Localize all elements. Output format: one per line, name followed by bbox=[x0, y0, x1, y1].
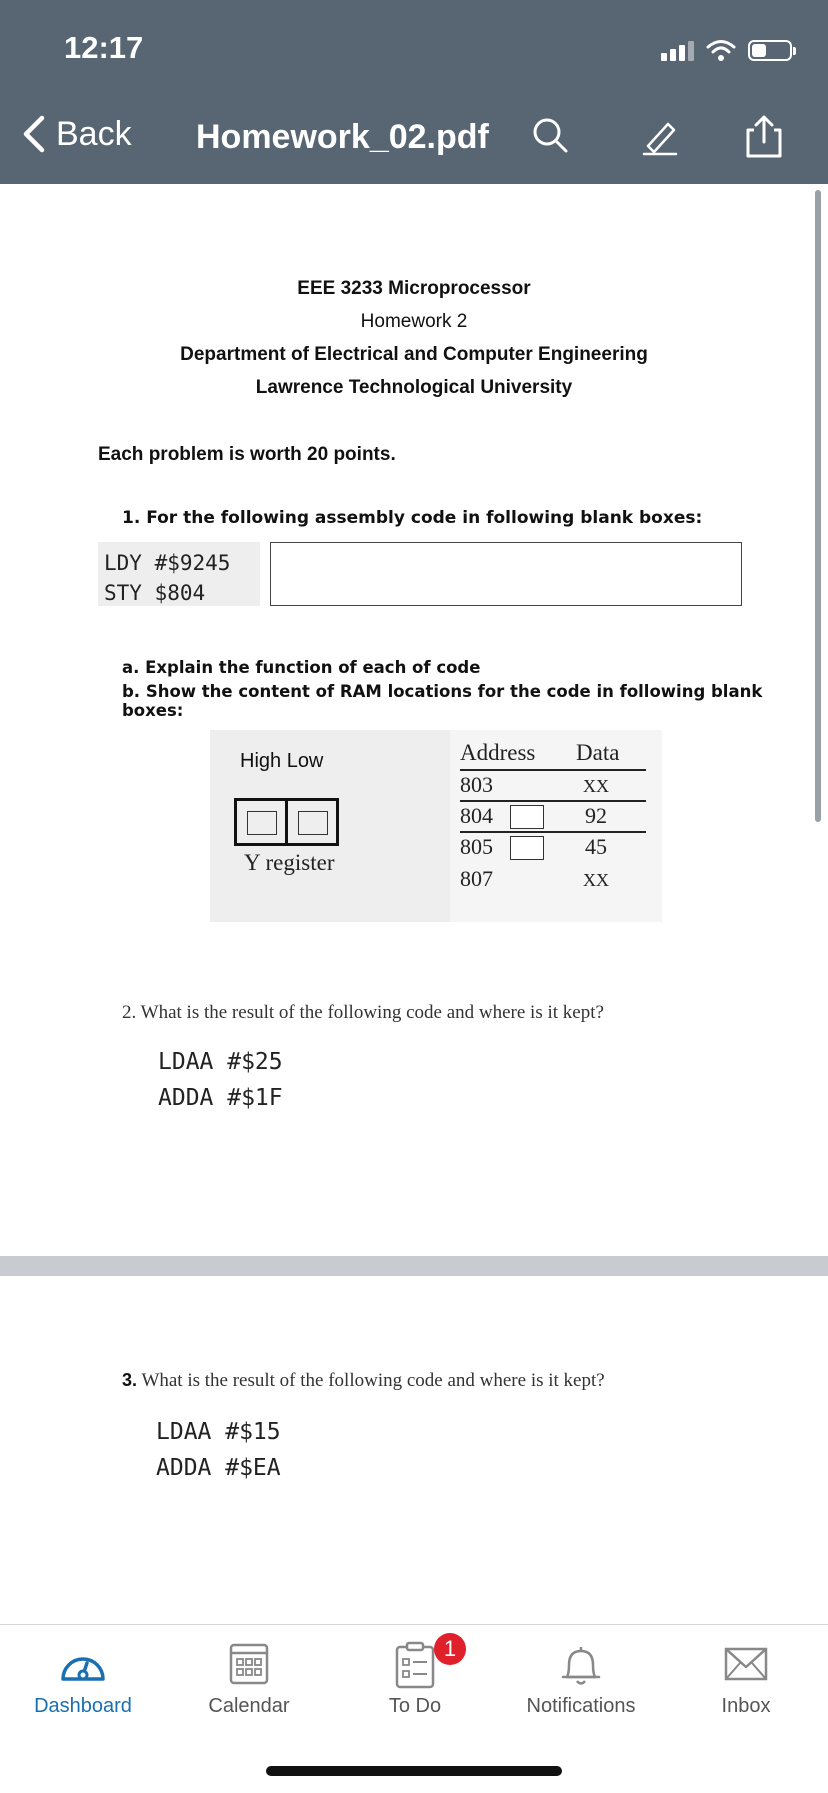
todo-icon bbox=[393, 1641, 437, 1689]
tab-label: Inbox bbox=[721, 1695, 771, 1717]
calendar-icon bbox=[229, 1641, 269, 1685]
memory-row bbox=[460, 864, 646, 894]
battery-icon bbox=[748, 40, 792, 61]
document-title: Homework_02.pdf bbox=[196, 118, 489, 156]
status-icons bbox=[661, 36, 792, 64]
question-1a: a. Explain the function of each of code bbox=[122, 658, 481, 677]
tab-label: Dashboard bbox=[34, 1695, 132, 1717]
department-name: Department of Electrical and Computer Engineering bbox=[180, 344, 648, 365]
dashboard-icon bbox=[57, 1641, 109, 1685]
memory-row bbox=[460, 832, 646, 862]
code-line: LDY #$9245 bbox=[104, 551, 231, 575]
memory-address: 803 bbox=[460, 772, 493, 797]
pdf-page-2 bbox=[0, 1276, 828, 1624]
memory-blank-cell bbox=[510, 836, 544, 860]
code-line: STY $804 bbox=[104, 581, 206, 605]
code-line: LDAA #$25 bbox=[158, 1049, 283, 1075]
memory-data: 92 bbox=[585, 803, 607, 828]
todo-badge: 1 bbox=[434, 1633, 466, 1665]
bell-icon bbox=[557, 1641, 605, 1689]
memory-data: XX bbox=[583, 870, 609, 890]
pdf-page-1 bbox=[0, 184, 828, 1256]
memory-table bbox=[450, 730, 662, 922]
page-divider bbox=[0, 1256, 828, 1276]
y-register-label: Y register bbox=[244, 850, 335, 875]
tab-dashboard[interactable] bbox=[0, 1625, 166, 1745]
question-3-code bbox=[156, 1414, 281, 1486]
search-icon[interactable] bbox=[528, 114, 572, 158]
memory-data: XX bbox=[583, 776, 609, 796]
home-indicator bbox=[266, 1766, 562, 1776]
high-low-label: High Low bbox=[240, 750, 324, 772]
question-2-code bbox=[158, 1044, 283, 1116]
tab-inbox[interactable] bbox=[664, 1625, 828, 1745]
answer-blank-box bbox=[270, 542, 742, 606]
tab-label: Notifications bbox=[526, 1695, 636, 1717]
question-1-prompt: 1. For the following assembly code in following blank boxes: bbox=[122, 508, 703, 528]
tab-label: To Do bbox=[388, 1695, 442, 1717]
university-name: Lawrence Technological University bbox=[255, 377, 573, 398]
tab-notifications[interactable] bbox=[498, 1625, 664, 1745]
inbox-icon bbox=[722, 1641, 770, 1685]
question-3-number: 3. bbox=[122, 1370, 138, 1390]
points-note: Each problem is worth 20 points. bbox=[98, 444, 396, 465]
back-label: Back bbox=[56, 114, 132, 153]
status-time: 12:17 bbox=[64, 30, 144, 65]
memory-row bbox=[460, 801, 646, 831]
question-1b: b. Show the content of RAM locations for the code in following blank boxes: bbox=[122, 682, 763, 720]
register-high-box bbox=[234, 798, 288, 846]
question-2-prompt: 2. What is the result of the following code and where is it kept? bbox=[122, 1002, 604, 1023]
register-low-box bbox=[285, 798, 339, 846]
homework-title: Homework 2 bbox=[360, 311, 468, 332]
question-3-text: What is the result of the following code and where is it kept? bbox=[141, 1370, 605, 1391]
memory-address: 804 bbox=[460, 803, 493, 828]
back-button[interactable] bbox=[22, 114, 132, 154]
memory-data: 45 bbox=[585, 834, 607, 859]
chevron-left-icon bbox=[22, 114, 46, 154]
top-bar bbox=[0, 0, 828, 184]
share-icon[interactable] bbox=[742, 114, 786, 158]
code-line: ADDA #$1F bbox=[158, 1085, 283, 1111]
tab-label: Calendar bbox=[208, 1695, 290, 1717]
code-line: ADDA #$EA bbox=[156, 1455, 281, 1481]
data-header: Data bbox=[576, 740, 620, 765]
wifi-icon bbox=[706, 39, 736, 61]
memory-address: 807 bbox=[460, 866, 493, 891]
memory-blank-cell bbox=[510, 805, 544, 829]
tab-calendar[interactable] bbox=[166, 1625, 332, 1745]
markup-icon[interactable] bbox=[638, 114, 682, 158]
memory-address: 805 bbox=[460, 834, 493, 859]
scrollbar[interactable] bbox=[815, 190, 821, 822]
tab-todo[interactable] bbox=[332, 1625, 498, 1745]
address-header: Address bbox=[460, 740, 536, 765]
y-register-diagram bbox=[210, 730, 450, 922]
code-line: LDAA #$15 bbox=[156, 1419, 281, 1445]
signal-icon bbox=[661, 39, 694, 61]
question-3-prompt bbox=[122, 1370, 605, 1392]
course-title: EEE 3233 Microprocessor bbox=[297, 278, 531, 299]
memory-row bbox=[460, 770, 646, 800]
question-1-code bbox=[98, 542, 260, 606]
